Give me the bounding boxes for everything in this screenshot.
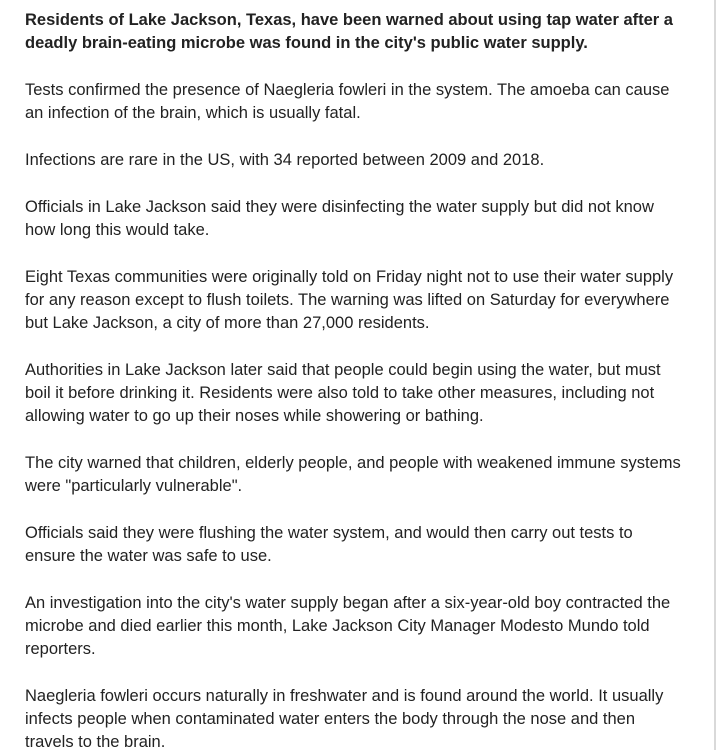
article-paragraph: The city warned that children, elderly people, and people with weakened immune systems were "particularly vulnerable". — [25, 454, 681, 495]
article-headline: Residents of Lake Jackson, Texas, have been warned about using tap water after a deadly brain-eating microbe was found in the city's public water supply. — [25, 11, 673, 52]
article-paragraph: An investigation into the city's water supply began after a six-year-old boy contracted the microbe and died earlier this month, Lake Jackson City Manager Modesto Mundo told reporters. — [25, 594, 671, 658]
article-paragraph: Naegleria fowleri occurs naturally in freshwater and is found around the world. It usually infects people when contaminated water enters the body through the nose and then travels to the brain. — [25, 687, 664, 751]
article-paragraph: Eight Texas communities were originally told on Friday night not to use their water supply for any reason except to flush toilets. The warning was lifted on Saturday for everywhere but Lake Jackson, a city of more than 27,000 residents. — [25, 268, 674, 332]
article-paragraph: Officials said they were flushing the water system, and would then carry out tests to ensure the water was safe to use. — [25, 524, 633, 565]
article-paragraph: Infections are rare in the US, with 34 reported between 2009 and 2018. — [25, 151, 545, 169]
article-body — [25, 0, 681, 754]
article-paragraph: Authorities in Lake Jackson later said that people could begin using the water, but must boil it before drinking it. Residents were also told to take other measures, including not allowing water to go up their noses while showering or bathing. — [25, 361, 661, 425]
article-paragraph: Officials in Lake Jackson said they were disinfecting the water supply but did not know how long this would take. — [25, 198, 654, 239]
article-paragraph: Tests confirmed the presence of Naegleria fowleri in the system. The amoeba can cause an infection of the brain, which is usually fatal. — [25, 81, 670, 122]
